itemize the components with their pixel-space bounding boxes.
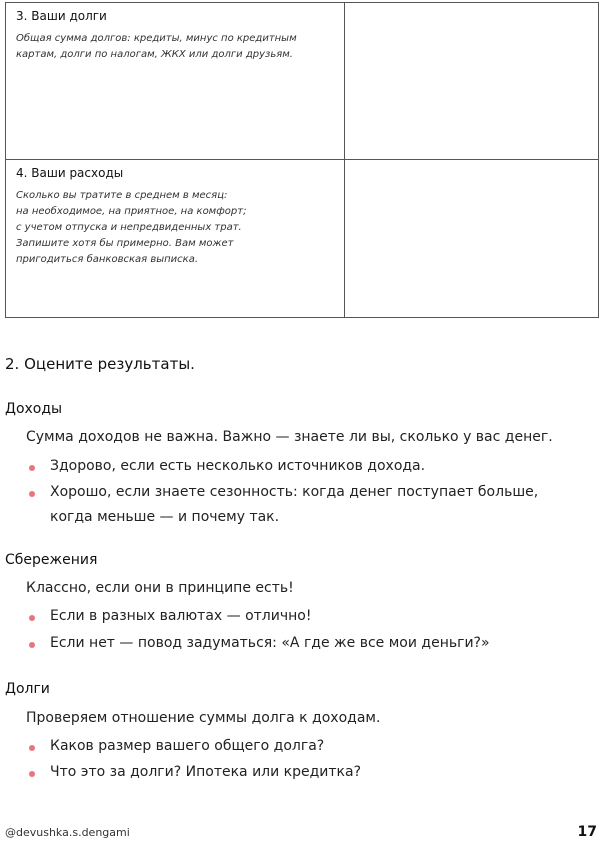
debts-answer-cell[interactable] (345, 3, 598, 159)
footer-handle: @devushka.s.dengami (5, 826, 130, 839)
income-intro: Сумма доходов не важна. Важно — знаете ли вы, сколько у вас денег. (26, 429, 553, 445)
bullet-dot (29, 771, 35, 777)
section-heading: 2. Оцените результаты. (5, 355, 195, 373)
expenses-row-label-cell (6, 160, 344, 268)
expenses-row-description: Сколько вы тратите в среднем в месяц: на необходимое, на приятное, на комфорт; с учетом отпуска и непредвиденных трат. Запишите хотя бы примерно. Вам может пригодиться банковская выписка. (16, 190, 247, 265)
bullet-dot (29, 491, 35, 497)
savings-intro: Классно, если они в принципе есть! (26, 580, 294, 596)
savings-bullet-2: Если нет — повод задуматься: «А где же все мои деньги?» (50, 635, 490, 651)
expenses-answer-cell[interactable] (345, 160, 598, 317)
debts-row-description: Общая сумма долгов: кредиты, минус по кредитным картам, долги по налогам, ЖКХ или долги друзьям. (16, 33, 297, 60)
bullet-dot (29, 642, 35, 648)
debts-bullet-1: Каков размер вашего общего долга? (50, 738, 325, 754)
bullet-dot (29, 615, 35, 621)
debts-row-label-cell (6, 3, 344, 63)
income-bullet-1: Здорово, если есть несколько источников дохода. (50, 458, 426, 474)
expenses-row-title: 4. Ваши расходы (16, 166, 124, 180)
income-heading: Доходы (5, 401, 63, 417)
income-bullet-2-line-2: когда меньше — и почему так. (50, 509, 280, 525)
worksheet-table (5, 2, 599, 318)
savings-heading: Сбережения (5, 552, 98, 568)
debts-bullet-2: Что это за долги? Ипотека или кредитка? (50, 764, 362, 780)
debts-heading: Долги (5, 681, 50, 697)
page-number: 17 (577, 824, 597, 840)
bullet-dot (29, 745, 35, 751)
debts-intro: Проверяем отношение суммы долга к доходам. (26, 710, 381, 726)
income-bullet-2-line-1: Хорошо, если знаете сезонность: когда денег поступает больше, (50, 484, 539, 500)
debts-row-title: 3. Ваши долги (16, 9, 107, 23)
bullet-dot (29, 465, 35, 471)
savings-bullet-1: Если в разных валютах — отлично! (50, 608, 312, 624)
